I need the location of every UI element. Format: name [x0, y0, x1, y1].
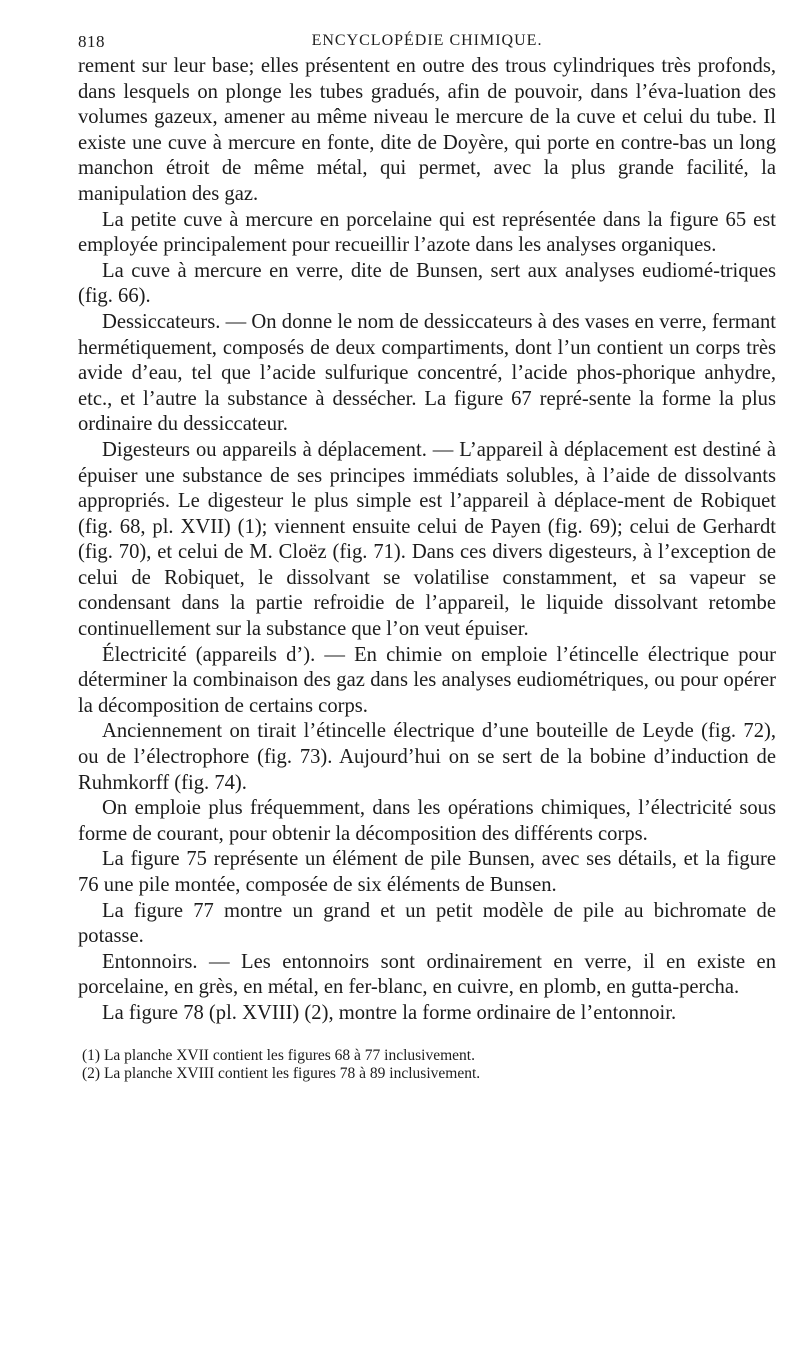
paragraph-glass-trough: La cuve à mercure en verre, dite de Bunsen, sert aux analyses eudiomé-triques (fig. 66). — [78, 259, 776, 308]
paragraph-electricite: Électricité (appareils d’). — En chimie on emploie l’étincelle électrique pour déterminer la combinaison des gaz dans les analyses eudiométriques, ou pour opérer la décomposition de certains corps. — [78, 643, 776, 717]
paragraph-digesteurs: Digesteurs ou appareils à déplacement. — L’appareil à déplacement est destiné à épuiser une substance de ses principes immédiats solubles, à l’aide de dissolvants appropriés. Le digesteur le plus simple est l’appareil à déplace-ment de Robiquet (fig. 68, pl. XVII) (1); viennent ensuite celui de Payen (fig. 69); celui de Gerhardt (fig. 70), et celui de M. Cloëz (fig. 71). Dans ces divers digesteurs, à l’exception de celui de Robiquet, le dissolvant se volatilise constamment, et sa vapeur se condensant dans la partie refroidie de l’appareil, le liquide dissolvant retombe continuellement sur la substance que l’on veut épuiser. — [78, 438, 776, 641]
paragraph-porcelain-trough: La petite cuve à mercure en porcelaine qui est représentée dans la figure 65 est employée principalement pour recueillir l’azote dans les analyses organiques. — [78, 208, 776, 257]
footnote-1: (1) La planche XVII contient les figures 68 à 77 inclusivement. — [82, 1046, 475, 1064]
document-page — [78, 24, 776, 1083]
paragraph-mercury-trough: rement sur leur base; elles présentent en outre des trous cylindriques très profonds, dans lesquels on plonge les tubes gradués, afin de pouvoir, dans l’éva-luation des volumes gazeux, amener au même niveau le mercure de la cuve et celui du tube. Il existe une cuve à mercure en fonte, dite de Doyère, qui porte en contre-bas un long manchon étroit de même métal, qui permet, avec la plus grande facilité, la manipulation des gaz. — [78, 55, 776, 205]
page-number: 818 — [78, 32, 105, 51]
paragraph-pile-bunsen: La figure 75 représente un élément de pile Bunsen, avec ses détails, et la figure 76 une pile montée, composée de six éléments de Bunsen. — [78, 848, 776, 896]
footnotes — [78, 1047, 776, 1083]
running-title: ENCYCLOPÉDIE CHIMIQUE. — [311, 32, 543, 49]
footnote-2: (2) La planche XVIII contient les figures 78 à 89 inclusivement. — [82, 1064, 481, 1082]
body-text — [78, 54, 776, 1027]
paragraph-bichromate: La figure 77 montre un grand et un petit modèle de pile au bichromate de potasse. — [78, 899, 776, 948]
running-header — [78, 24, 776, 54]
paragraph-courant: On emploie plus fréquemment, dans les opérations chimiques, l’électricité sous forme de courant, pour obtenir la décomposition des différents corps. — [78, 797, 776, 845]
paragraph-figure-78: La figure 78 (pl. XVIII) (2), montre la forme ordinaire de l’entonnoir. — [102, 1001, 677, 1024]
paragraph-entonnoirs: Entonnoirs. — Les entonnoirs sont ordinairement en verre, il en existe en porcelaine, en grès, en métal, en fer-blanc, en cuivre, en plomb, en gutta-percha. — [78, 950, 776, 999]
paragraph-dessiccateurs: Dessiccateurs. — On donne le nom de dessiccateurs à des vases en verre, fermant hermétiquement, composés de deux compartiments, dont l’un contient un corps très avide d’eau, tel que l’acide sulfurique concentré, l’acide phos-phorique anhydre, etc., et l’autre la substance à dessécher. La figure 67 repré-sente la forme la plus ordinaire du dessiccateur. — [78, 310, 776, 436]
paragraph-leyde: Anciennement on tirait l’étincelle électrique d’une bouteille de Leyde (fig. 72), ou de l’électrophore (fig. 73). Aujourd’hui on se sert de la bobine d’induction de Ruhmkorff (fig. 74). — [78, 720, 776, 794]
